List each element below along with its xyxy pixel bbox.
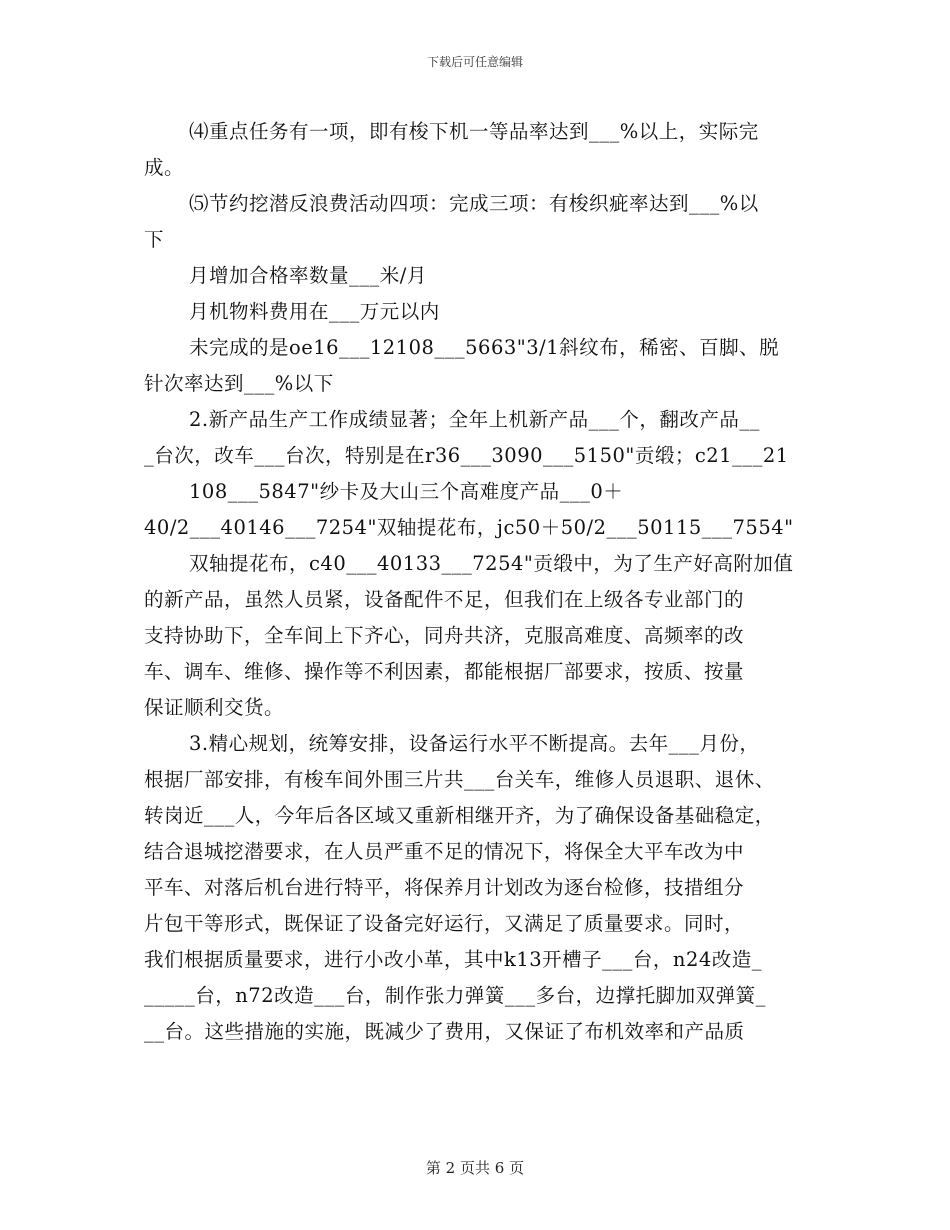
text-line: _台次，改车___台次，特别是在r36___3090___5150"贡缎；c21___21 <box>144 444 789 467</box>
text-line: 根据厂部安排，有梭车间外围三片共___台关车，维修人员退职、退休、 <box>144 768 775 791</box>
text-line: 车、调车、维修、操作等不利因素，都能根据厂部要求，按质、按量 <box>144 660 745 683</box>
page-header: 下载后可任意编辑 <box>426 55 523 69</box>
text-line: 我们根据质量要求，进行小改小革，其中k13开槽子___台，n24改造_ <box>144 948 763 971</box>
text-line: 的新产品，虽然人员紧，设备配件不足，但我们在上级各专业部门的 <box>144 588 745 611</box>
text-line: 108___5847"纱卡及大山三个高难度产品___0＋ <box>189 480 624 503</box>
text-line: _____台，n72改造___台，制作张力弹簧___多台，边撑托脚加双弹簧_ <box>144 984 766 1007</box>
text-line: ⑷重点任务有一项，即有梭下机一等品率达到___%以上，实际完 <box>189 120 759 143</box>
text-line: 月机物料费用在___万元以内 <box>189 300 440 323</box>
text-line: 2.新产品生产工作成绩显著；全年上机新产品___个，翻改产品__ <box>189 408 760 431</box>
text-line: 针次率达到___%以下 <box>144 372 334 395</box>
text-line: 保证顺利交货。 <box>144 696 285 719</box>
body-text <box>144 114 824 1050</box>
text-line: 40/2___40146___7254"双轴提花布，jc50＋50/2___50115___7554" <box>144 516 794 539</box>
text-line: 月增加合格率数量___米/月 <box>189 264 427 287</box>
text-line: 支持协助下，全车间上下齐心，同舟共济，克服高难度、高频率的改 <box>144 624 745 647</box>
text-line: 下 <box>144 228 165 251</box>
text-line: 未完成的是oe16___12108___5663"3/1斜纹布，稀密、百脚、脱 <box>189 336 780 359</box>
text-line: ⑸节约挖潜反浪费活动四项：完成三项：有梭织疵率达到___%以 <box>189 192 759 215</box>
text-line: 结合退城挖潜要求，在人员严重不足的情况下，将保全大平车改为中 <box>144 840 745 863</box>
text-line: __台。这些措施的实施，既减少了费用，又保证了布机效率和产品质 <box>144 1020 745 1043</box>
page-number: 第 2 页共 6 页 <box>425 1159 525 1177</box>
text-line: 平车、对落后机台进行特平，将保养月计划改为逐台检修，技措组分 <box>144 876 745 899</box>
text-line: 3.精心规划，统筹安排，设备运行水平不断提高。去年___月份， <box>189 732 760 755</box>
text-line: 片包干等形式，既保证了设备完好运行，又满足了质量要求。同时， <box>144 912 745 935</box>
text-line: 成。 <box>144 156 185 179</box>
text-line: 双轴提花布，c40___40133___7254"贡缎中，为了生产好高附加值 <box>189 552 794 575</box>
text-line: 转岗近___人，今年后各区域又重新相继开齐，为了确保设备基础稳定， <box>144 804 775 827</box>
